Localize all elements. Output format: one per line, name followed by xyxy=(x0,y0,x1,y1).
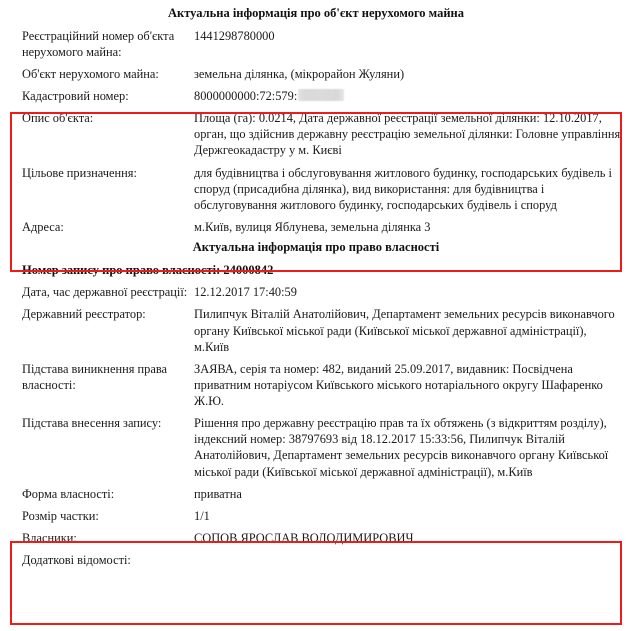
property-details-table xyxy=(0,22,640,235)
row-value-record-entry-basis: Рішення про державну реєстрацію прав та їх обтяжень (з відкриттям розділу), індексний номер: 38797693 від 18.12.2017 15:33:56, Пилипчук Віталій Анатолійович, Департамент земельних ресурсів виконавчого органу Київської міської ради (Київської міської державної адміністрації), м.Київ xyxy=(194,416,609,479)
row-value-designated-purpose: для будівництва і обслуговування житлового будинку, господарських будівель і споруд (присадибна ділянка), вид використання: для будівництва і обслуговування житлового будинку, господарських будівель і споруд xyxy=(194,165,612,212)
row-value-property-object: земельна ділянка, (мікрорайон Жуляни) xyxy=(194,66,405,81)
row-value-registration-number: 1441298780000 xyxy=(194,28,275,43)
row-label-state-registrar: Державний реєстратор: xyxy=(22,307,146,322)
row-label-address: Адреса: xyxy=(22,219,64,234)
table-row xyxy=(0,546,640,568)
row-value-registration-datetime: 12.12.2017 17:40:59 xyxy=(194,285,297,300)
row-value-share-size: 1/1 xyxy=(194,508,210,523)
row-label-ownership-form: Форма власності: xyxy=(22,486,115,501)
table-row xyxy=(0,22,640,60)
table-row xyxy=(0,60,640,82)
row-label-registration-datetime: Дата, час державної реєстрації: xyxy=(22,285,188,300)
row-value-state-registrar: Пилипчук Віталій Анатолійович, Департамент земельних ресурсів виконавчого органу Київської міської ради (Київської міської державної адміністрації), м.Київ xyxy=(194,307,615,354)
row-value-ownership-form: приватна xyxy=(194,486,242,501)
row-label-ownership-basis: Підстава виникнення права власності: xyxy=(22,361,168,392)
ownership-details-table xyxy=(0,278,640,568)
row-value-additional-info xyxy=(194,546,640,568)
table-row xyxy=(0,409,640,480)
table-row xyxy=(0,300,640,354)
row-label-property-object: Об'єкт нерухомого майна: xyxy=(22,66,159,81)
property-section-heading: Актуальна інформація про об'єкт нерухомого майна xyxy=(167,6,465,20)
redaction-block-icon xyxy=(298,89,344,101)
table-row xyxy=(0,104,640,158)
row-value-ownership-basis: ЗАЯВА, серія та номер: 482, виданий 25.09.2017, видавник: Посвідчена приватним нотаріусом Київського міського нотаріального округу Шафаренко Ж.Ю. xyxy=(194,361,603,408)
row-label-designated-purpose: Цільове призначення: xyxy=(22,165,137,180)
cadastral-number-text: 8000000000:72:579: xyxy=(194,89,298,103)
table-row xyxy=(0,159,640,213)
ownership-section-heading: Актуальна інформація про право власності xyxy=(192,240,440,254)
row-label-owners: Власники: xyxy=(22,530,77,545)
table-row xyxy=(0,524,640,546)
row-label-additional-info: Додаткові відомості: xyxy=(22,553,131,567)
row-label-share-size: Розмір частки: xyxy=(22,508,99,523)
row-label-registration-number: Реєстраційний номер об'єкта нерухомого майна: xyxy=(22,28,175,59)
row-label-cadastral-number: Кадастровий номер: xyxy=(22,89,129,103)
table-row xyxy=(0,480,640,502)
row-value-cadastral-number xyxy=(194,82,640,104)
row-value-owners: СОПОВ ЯРОСЛАВ ВОЛОДИМИРОВИЧ xyxy=(194,530,414,545)
table-row xyxy=(0,82,640,104)
table-row xyxy=(0,502,640,524)
table-row xyxy=(0,355,640,409)
ownership-record-number: Номер запису про право власності: 24000842 xyxy=(22,262,274,277)
row-label-record-entry-basis: Підстава внесення запису: xyxy=(22,416,162,431)
table-row xyxy=(0,213,640,235)
table-row xyxy=(0,278,640,300)
row-value-address: м.Київ, вулиця Яблунева, земельна ділянка 3 xyxy=(194,219,431,234)
row-value-object-description: Площа (га): 0.0214, Дата державної реєстрації земельної ділянки: 12.10.2017, орган, що здійснив державну реєстрацію земельної ділянки: Головне управління Держгеокадастру у м. Києві xyxy=(194,111,621,158)
row-label-object-description: Опис об'єкта: xyxy=(22,111,94,126)
